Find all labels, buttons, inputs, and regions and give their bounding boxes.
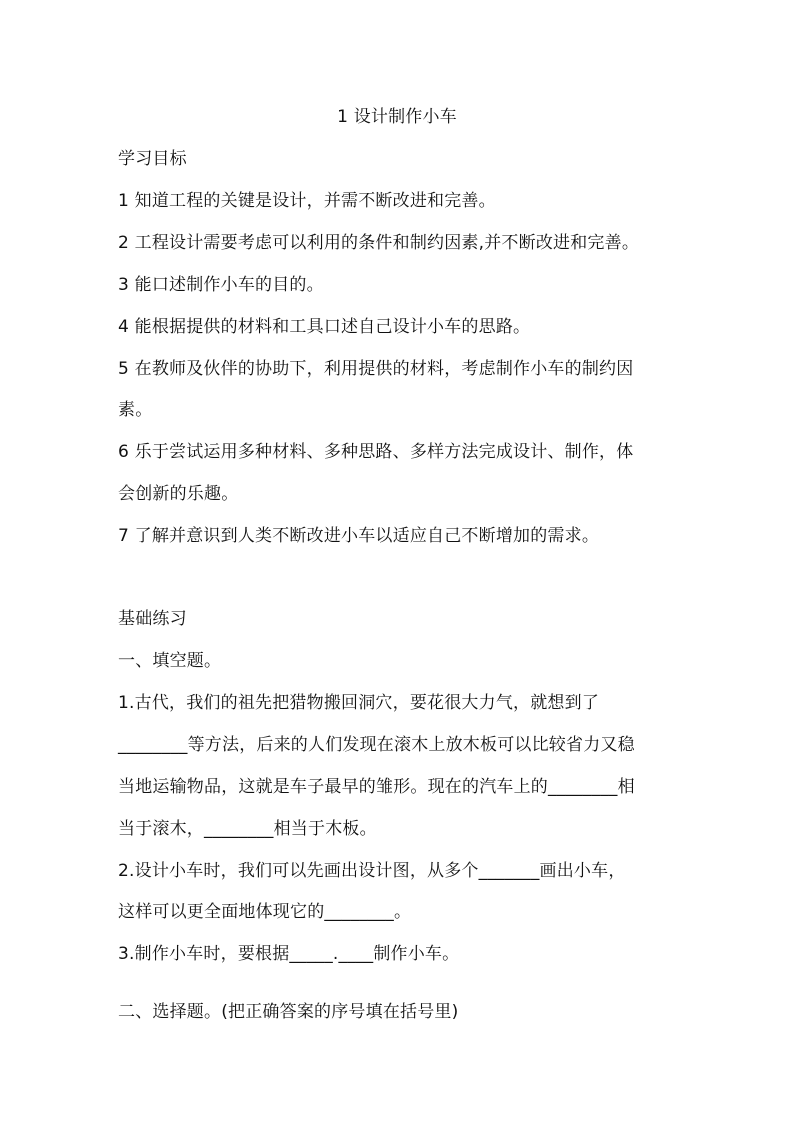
fill-blank-question-1-line-3: 当地运输物品，这就是车子最早的雏形。现在的汽车上的________相	[118, 777, 635, 797]
fill-blank-question-2-line-1: 2.设计小车时，我们可以先画出设计图，从多个_______画出小车，	[118, 861, 626, 881]
learning-goal-5-line-2: 素。	[118, 400, 153, 420]
fill-blank-question-1-line-1: 1.古代，我们的祖先把猎物搬回洞穴，要花很大力气，就想到了	[118, 693, 600, 713]
learning-goal-6-line-2: 会创新的乐趣。	[118, 484, 239, 504]
learning-goal-1: 1 知道工程的关键是设计，并需不断改进和完善。	[118, 191, 496, 211]
learning-goal-6-line-1: 6 乐于尝试运用多种材料、多种思路、多样方法完成设计、制作，体	[118, 442, 634, 462]
learning-goal-4: 4 能根据提供的材料和工具口述自己设计小车的思路。	[118, 317, 531, 337]
learning-goal-3: 3 能口述制作小车的目的。	[118, 275, 324, 295]
fill-blank-heading: 一、填空题。	[118, 651, 222, 671]
learning-goal-2: 2 工程设计需要考虑可以利用的条件和制约因素,并不断改进和完善。	[118, 233, 640, 253]
fill-blank-question-2-line-2: 这样可以更全面地体现它的________。	[118, 902, 412, 922]
choice-heading: 二、选择题。(把正确答案的序号填在括号里)	[118, 1002, 459, 1022]
fill-blank-question-1-line-4: 当于滚木，________相当于木板。	[118, 819, 377, 839]
fill-blank-question-1-line-2: ________等方法，后来的人们发现在滚木上放木板可以比较省力又稳	[118, 735, 635, 755]
learning-goal-5-line-1: 5 在教师及伙伴的协助下，利用提供的材料，考虑制作小车的制约因	[118, 359, 634, 379]
learning-goals-heading: 学习目标	[118, 149, 187, 169]
document-title: 1 设计制作小车	[337, 107, 457, 127]
basic-practice-heading: 基础练习	[118, 609, 187, 629]
learning-goal-7: 7 了解并意识到人类不断改进小车以适应自己不断增加的需求。	[118, 526, 600, 546]
fill-blank-question-3: 3.制作小车时，要根据_____.____制作小车。	[118, 944, 460, 964]
